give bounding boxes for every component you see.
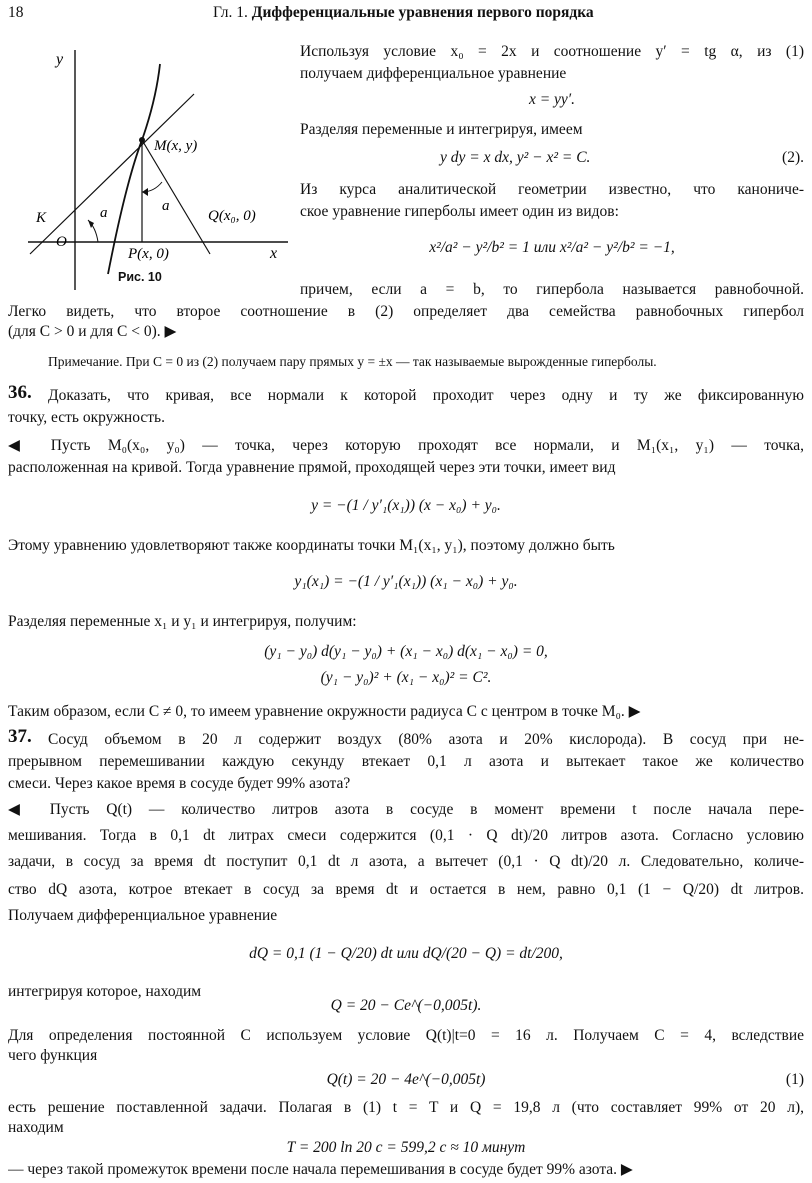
solution-37-line-13: находим bbox=[8, 1119, 64, 1136]
solution-37-line-5: Получаем дифференциальное уравнение bbox=[8, 907, 278, 924]
problem-36-line-1: Доказать, что кривая, все нормали к которой проходит через одну и ту же фиксированную bbox=[48, 387, 804, 404]
label-angle-a1: a bbox=[100, 205, 108, 221]
solution-37-line-7: интегрируя которое, находим bbox=[8, 983, 202, 1000]
hyperbola-equations: x²/a² − y²/b² = 1 или x²/a² − y²/b² = −1, bbox=[429, 239, 675, 256]
equation-number-1: (1) bbox=[785, 1071, 804, 1088]
tangent-line bbox=[30, 94, 194, 254]
running-head-title: Дифференциальные уравнения первого порядка bbox=[251, 4, 594, 21]
solution-37-line-4: ство dQ азота, котрое втекает в сосуд за время dt и остается в нем, равно 0,1 (1 − Q/20) dt литров. bbox=[8, 881, 804, 898]
problem-36-number: 36. bbox=[8, 383, 32, 403]
solution-36-line-1: ◀ Пусть M₀(x₀, y₀) — точка, через которую проходят все нормали, и M₁(x₁, y₁) — точка, bbox=[8, 437, 804, 454]
problem-37-line-2: прерывном перемешивании каждую секунду втекает 0,1 л азота и вытекает такое же количество bbox=[8, 753, 804, 770]
problem-37-line-3: смеси. Через какое время в сосуде будет 99% азота? bbox=[8, 775, 351, 792]
solution-36-conclusion: Таким образом, если C ≠ 0, то имеем уравнение окружности радиуса C с центром в точке M₀. ▶ bbox=[8, 703, 641, 720]
text-line-1: Используя условие x₀ = 2x и соотношение y′ = tg α, из (1) bbox=[300, 43, 804, 60]
text-line-11: Легко видеть, что второе соотношение в (2) определяет два семейства равнобочных гипербол bbox=[8, 303, 804, 320]
problem-37-number: 37. bbox=[8, 727, 32, 747]
note-line: Примечание. При C = 0 из (2) получаем пару прямых y = ±x — так называемые вырожденные гиперболы. bbox=[48, 354, 657, 369]
text-line-7: Из курса аналитической геометрии известно, что канониче- bbox=[300, 181, 804, 198]
solution-37-line-2: мешивания. Тогда в 0,1 dt литрах смеси содержится (0,1 · Q dt)/20 литров азота. Согласно условию bbox=[8, 827, 804, 844]
label-m: M(x, y) bbox=[154, 138, 198, 154]
label-p: P(x, 0) bbox=[128, 246, 169, 262]
running-head-prefix: Гл. 1. bbox=[213, 4, 252, 21]
label-k: K bbox=[36, 210, 47, 226]
label-angle-a2: a bbox=[162, 198, 170, 214]
solution-37-line-1: ◀ Пусть Q(t) — количество литров азота в сосуде в момент времени t после начала пере- bbox=[8, 801, 804, 818]
text-line-2: получаем дифференциальное уравнение bbox=[300, 65, 567, 82]
solution-36-line-6: Разделяя переменные x₁ и y₁ и интегрируя, получим: bbox=[8, 613, 357, 630]
figure-10 bbox=[8, 42, 293, 290]
equation-normal-line: y = −(1 / y′₁(x₁)) (x − x₀) + y₀. bbox=[311, 497, 501, 514]
equation-dq: dQ = 0,1 (1 − Q/20) dt или dQ/(20 − Q) = dt/200, bbox=[249, 945, 563, 962]
figure-caption: Рис. 10 bbox=[118, 270, 162, 284]
label-y: y bbox=[56, 51, 64, 68]
normal-line bbox=[142, 140, 210, 254]
solution-37-conclusion: — через такой промежуток времени после начала перемешивания в сосуде будет 99% азота. ▶ bbox=[8, 1161, 633, 1178]
label-o: O bbox=[56, 234, 67, 250]
equation-q-particular: Q(t) = 20 − 4e^(−0,005t) bbox=[326, 1071, 486, 1088]
solution-36-line-4: Этому уравнению удовлетворяют также координаты точки M₁(x₁, y₁), поэтому должно быть bbox=[8, 537, 615, 554]
solution-37-line-10: чего функция bbox=[8, 1047, 98, 1064]
equation-number-2: (2). bbox=[782, 149, 804, 166]
equation-q-general: Q = 20 − Ce^(−0,005t). bbox=[330, 997, 482, 1014]
equation-differential: (y₁ − y₀) d(y₁ − y₀) + (x₁ − x₀) d(x₁ − x₀) = 0, bbox=[264, 643, 548, 660]
page-number: 18 bbox=[8, 4, 24, 21]
equation-x-yy: x = yy′. bbox=[528, 91, 576, 108]
solution-37-line-12: есть решение поставленной задачи. Полагая в (1) t = T и Q = 19,8 л (что составляет 99% от 20 л), bbox=[8, 1099, 804, 1116]
label-q: Q(x₀, 0) bbox=[208, 208, 256, 224]
solution-37-line-9: Для определения постоянной C используем условие Q(t)|t=0 = 16 л. Получаем C = 4, вследствие bbox=[8, 1027, 804, 1044]
equation-normal-point: y₁(x₁) = −(1 / y′₁(x₁)) (x₁ − x₀) + y₀. bbox=[294, 573, 518, 590]
label-x: x bbox=[270, 245, 278, 262]
solution-37-line-3: задачи, в сосуд за время dt поступит 0,1 dt л азота, а вытечет (0,1 · Q dt)/20 л. Следовательно, количе- bbox=[8, 853, 804, 870]
equation-circle: (y₁ − y₀)² + (x₁ − x₀)² = C². bbox=[320, 669, 492, 686]
solution-36-line-2: расположенная на кривой. Тогда уравнение прямой, проходящей через эти точки, имеет вид bbox=[8, 459, 616, 476]
problem-37-line-1: Сосуд объемом в 20 л содержит воздух (80% азота и 20% кислорода). В сосуд при не- bbox=[48, 731, 804, 748]
point-m bbox=[139, 137, 145, 143]
text-line-4: Разделяя переменные и интегрируя, имеем bbox=[300, 121, 583, 138]
text-line-12: (для C > 0 и для C < 0). ▶ bbox=[8, 323, 177, 340]
equation-2: y dy = x dx, y² − x² = C. bbox=[440, 149, 591, 166]
running-head bbox=[213, 4, 594, 22]
arrowhead-2 bbox=[142, 188, 148, 196]
text-line-8: ское уравнение гиперболы имеет один из видов: bbox=[300, 203, 619, 220]
text-line-10: причем, если a = b, то гипербола называется равнобочной. bbox=[300, 281, 804, 298]
equation-t: T = 200 ln 20 c = 599,2 c ≈ 10 минут bbox=[286, 1139, 526, 1156]
problem-36-line-2: точку, есть окружность. bbox=[8, 409, 165, 426]
